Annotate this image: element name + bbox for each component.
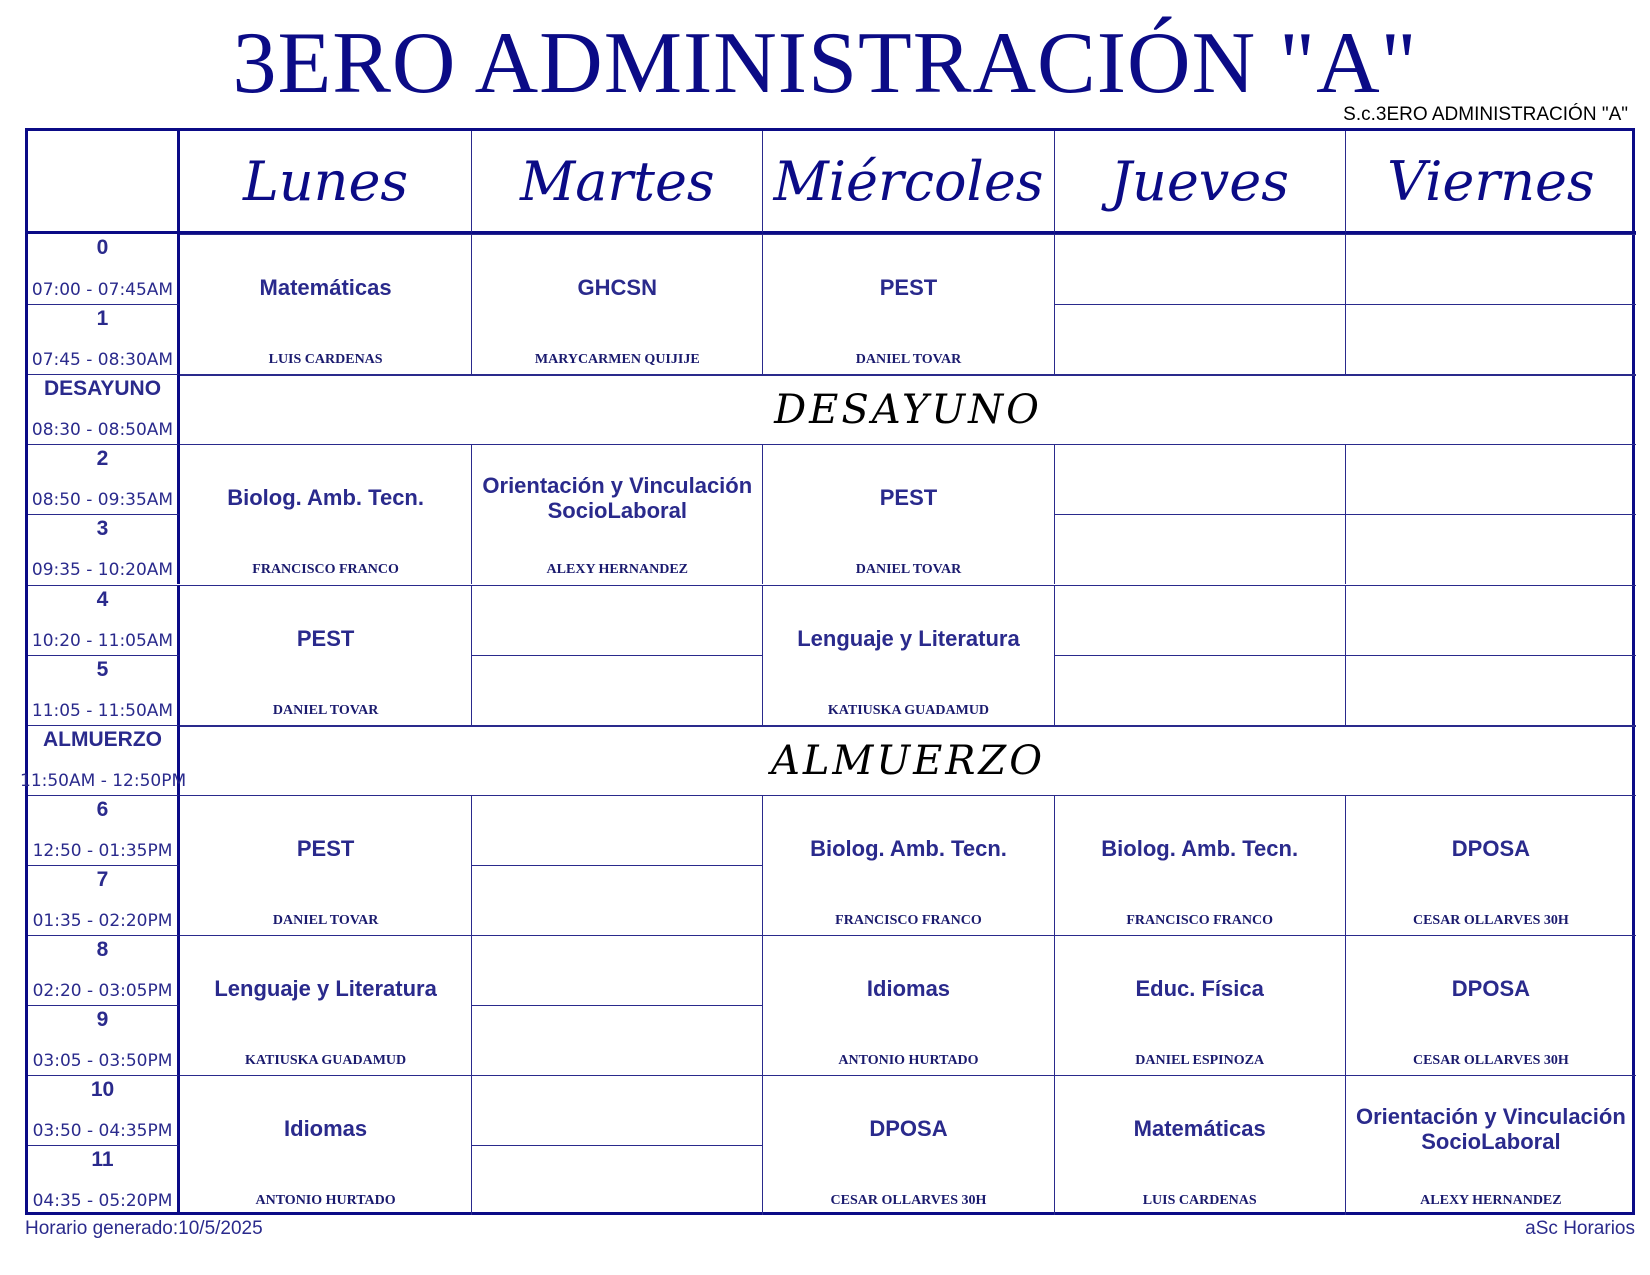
lesson-subject: Biolog. Amb. Tecn.	[227, 485, 424, 511]
page-title: 3ERO ADMINISTRACIÓN "A"	[232, 15, 1418, 112]
day-header: Viernes	[1345, 131, 1636, 234]
lesson-teacher: DANIEL TOVAR	[855, 562, 962, 578]
empty-slot[interactable]	[471, 655, 762, 725]
empty-slot[interactable]	[1054, 444, 1345, 514]
empty-slot[interactable]	[1054, 234, 1345, 304]
period-label	[28, 374, 180, 444]
period-label	[28, 935, 180, 1005]
lesson-teacher: FRANCISCO FRANCO	[835, 912, 982, 928]
period-number: 10	[90, 1078, 115, 1102]
lesson-subject: PEST	[296, 625, 355, 651]
lesson-teacher: LUIS CARDENAS	[1142, 1193, 1257, 1209]
lesson-teacher: DANIEL TOVAR	[272, 912, 379, 928]
brand-label: aSc Horarios	[1525, 1218, 1635, 1239]
period-number: 3	[96, 517, 109, 541]
period-time: 03:50 - 04:35PM	[32, 1121, 173, 1142]
period-time: 07:00 - 07:45AM	[31, 280, 174, 301]
empty-slot[interactable]	[1345, 514, 1636, 584]
empty-slot[interactable]	[1345, 304, 1636, 374]
lesson-cell[interactable]	[1345, 1075, 1636, 1215]
lesson-subject: Orientación y Vinculación SocioLaboral	[1356, 1103, 1626, 1154]
day-header: Martes	[471, 131, 762, 234]
period-number: 8	[96, 938, 109, 961]
period-time: 08:50 - 09:35AM	[31, 490, 174, 511]
lesson-cell[interactable]	[471, 234, 762, 374]
period-number: 5	[96, 657, 109, 681]
empty-slot[interactable]	[1345, 585, 1636, 655]
lesson-teacher: LUIS CARDENAS	[268, 352, 383, 368]
lesson-subject: PEST	[879, 485, 938, 511]
lesson-teacher: ALEXY HERNANDEZ	[546, 562, 688, 578]
lesson-subject: Biolog. Amb. Tecn.	[810, 835, 1007, 861]
lesson-subject: PEST	[879, 275, 938, 301]
period-label	[28, 655, 180, 725]
period-number: 4	[96, 587, 109, 611]
lesson-cell[interactable]	[1054, 1075, 1345, 1215]
period-label	[28, 234, 180, 304]
lesson-teacher: FRANCISCO FRANCO	[252, 562, 399, 578]
lesson-subject: Matemáticas	[1133, 1116, 1266, 1142]
lesson-cell[interactable]	[762, 935, 1053, 1075]
period-label	[28, 304, 180, 374]
lesson-cell[interactable]	[762, 444, 1053, 584]
period-time: 02:20 - 03:05PM	[32, 981, 173, 1002]
lesson-teacher: CESAR OLLARVES 30H	[1412, 1053, 1569, 1069]
lesson-subject: GHCSN	[577, 275, 657, 301]
period-label	[28, 1145, 180, 1215]
day-header: Miércoles	[762, 131, 1053, 234]
lesson-cell[interactable]	[180, 444, 471, 584]
lesson-subject: Biolog. Amb. Tecn.	[1101, 835, 1299, 861]
period-number: 0	[96, 236, 109, 259]
lesson-teacher: KATIUSKA GUADAMUD	[827, 702, 990, 718]
period-number: 2	[96, 447, 109, 471]
lesson-teacher: CESAR OLLARVES 30H	[1412, 912, 1569, 928]
empty-slot[interactable]	[1054, 304, 1345, 374]
break-row: DESAYUNO	[180, 374, 1636, 444]
empty-slot[interactable]	[1054, 655, 1345, 725]
period-label	[28, 865, 180, 935]
break-row: ALMUERZO	[180, 725, 1636, 795]
empty-slot[interactable]	[471, 585, 762, 655]
class-subtitle: S.c.3ERO ADMINISTRACIÓN "A"	[1343, 104, 1628, 125]
lesson-subject: Idiomas	[284, 1116, 368, 1142]
period-number: 9	[96, 1008, 109, 1032]
lesson-cell[interactable]	[180, 585, 471, 725]
lesson-teacher: ALEXY HERNANDEZ	[1420, 1193, 1562, 1209]
lesson-subject: Orientación y Vinculación SocioLaboral	[482, 472, 753, 523]
period-time: 10:20 - 11:05AM	[31, 630, 174, 651]
period-time: 08:30 - 08:50AM	[31, 420, 174, 441]
empty-slot[interactable]	[471, 1005, 762, 1075]
period-label	[28, 444, 180, 514]
lesson-cell[interactable]	[1345, 935, 1636, 1075]
empty-slot[interactable]	[471, 1145, 762, 1215]
lesson-subject: DPOSA	[1451, 835, 1531, 861]
empty-slot[interactable]	[1345, 234, 1636, 304]
timetable-grid	[20, 128, 1635, 1215]
period-time: 09:35 - 10:20AM	[31, 560, 174, 581]
day-header: Jueves	[1054, 131, 1345, 234]
lesson-subject: Lenguaje y Literatura	[214, 976, 437, 1002]
corner-cell	[28, 131, 180, 234]
lesson-teacher: MARYCARMEN QUIJIJE	[534, 352, 700, 368]
lesson-teacher: DANIEL TOVAR	[272, 702, 379, 718]
period-label	[28, 795, 180, 865]
lesson-subject: DPOSA	[869, 1116, 948, 1142]
lesson-cell[interactable]	[180, 234, 471, 374]
lesson-cell[interactable]	[1054, 795, 1345, 935]
lesson-teacher: ANTONIO HURTADO	[255, 1193, 396, 1209]
period-number: 6	[96, 797, 109, 821]
empty-slot[interactable]	[471, 865, 762, 935]
lesson-cell[interactable]	[471, 444, 762, 584]
lesson-cell[interactable]	[180, 935, 471, 1075]
lesson-teacher: FRANCISCO FRANCO	[1126, 912, 1273, 928]
period-label	[20, 725, 187, 795]
lesson-teacher: ANTONIO HURTADO	[838, 1053, 979, 1069]
lesson-teacher: DANIEL ESPINOZA	[1135, 1053, 1265, 1069]
period-time: 07:45 - 08:30AM	[31, 350, 174, 371]
empty-slot[interactable]	[1054, 514, 1345, 584]
period-time: 12:50 - 01:35PM	[32, 840, 173, 861]
period-label	[28, 585, 180, 655]
lesson-teacher: DANIEL TOVAR	[855, 352, 962, 368]
lesson-subject: Educ. Física	[1135, 976, 1264, 1002]
period-time: 03:05 - 03:50PM	[32, 1051, 173, 1072]
empty-slot[interactable]	[1345, 655, 1636, 725]
empty-slot[interactable]	[471, 1075, 762, 1145]
period-time: 04:35 - 05:20PM	[32, 1191, 173, 1212]
lesson-cell[interactable]	[180, 1075, 471, 1215]
period-number: 11	[91, 1148, 114, 1172]
lesson-subject: Matemáticas	[259, 275, 392, 301]
period-time: 11:50AM - 12:50PM	[20, 770, 187, 791]
lesson-subject: PEST	[296, 835, 355, 861]
lesson-teacher: KATIUSKA GUADAMUD	[245, 1053, 407, 1069]
lesson-subject: Idiomas	[866, 976, 951, 1002]
empty-slot[interactable]	[1345, 444, 1636, 514]
period-label	[28, 514, 180, 584]
period-number: DESAYUNO	[43, 377, 162, 401]
period-label	[28, 1005, 180, 1075]
period-time: 01:35 - 02:20PM	[32, 910, 173, 931]
period-time: 11:05 - 11:50AM	[31, 700, 174, 721]
lesson-cell[interactable]	[762, 1075, 1053, 1215]
lesson-cell[interactable]	[762, 585, 1053, 725]
lesson-cell[interactable]	[1345, 795, 1636, 935]
period-number: 1	[96, 307, 109, 331]
period-label	[28, 1075, 180, 1145]
empty-slot[interactable]	[471, 795, 762, 865]
generated-date: Horario generado:10/5/2025	[25, 1218, 263, 1239]
period-number: ALMUERZO	[43, 727, 162, 751]
empty-slot[interactable]	[1054, 585, 1345, 655]
lesson-subject: DPOSA	[1451, 976, 1531, 1002]
day-header: Lunes	[180, 131, 471, 234]
lesson-cell[interactable]	[762, 234, 1053, 374]
lesson-cell[interactable]	[180, 795, 471, 935]
lesson-cell[interactable]	[1054, 935, 1345, 1075]
lesson-cell[interactable]	[762, 795, 1053, 935]
lesson-teacher: CESAR OLLARVES 30H	[830, 1193, 987, 1209]
lesson-subject: Lenguaje y Literatura	[797, 625, 1020, 651]
period-number: 7	[96, 867, 109, 891]
empty-slot[interactable]	[471, 935, 762, 1005]
